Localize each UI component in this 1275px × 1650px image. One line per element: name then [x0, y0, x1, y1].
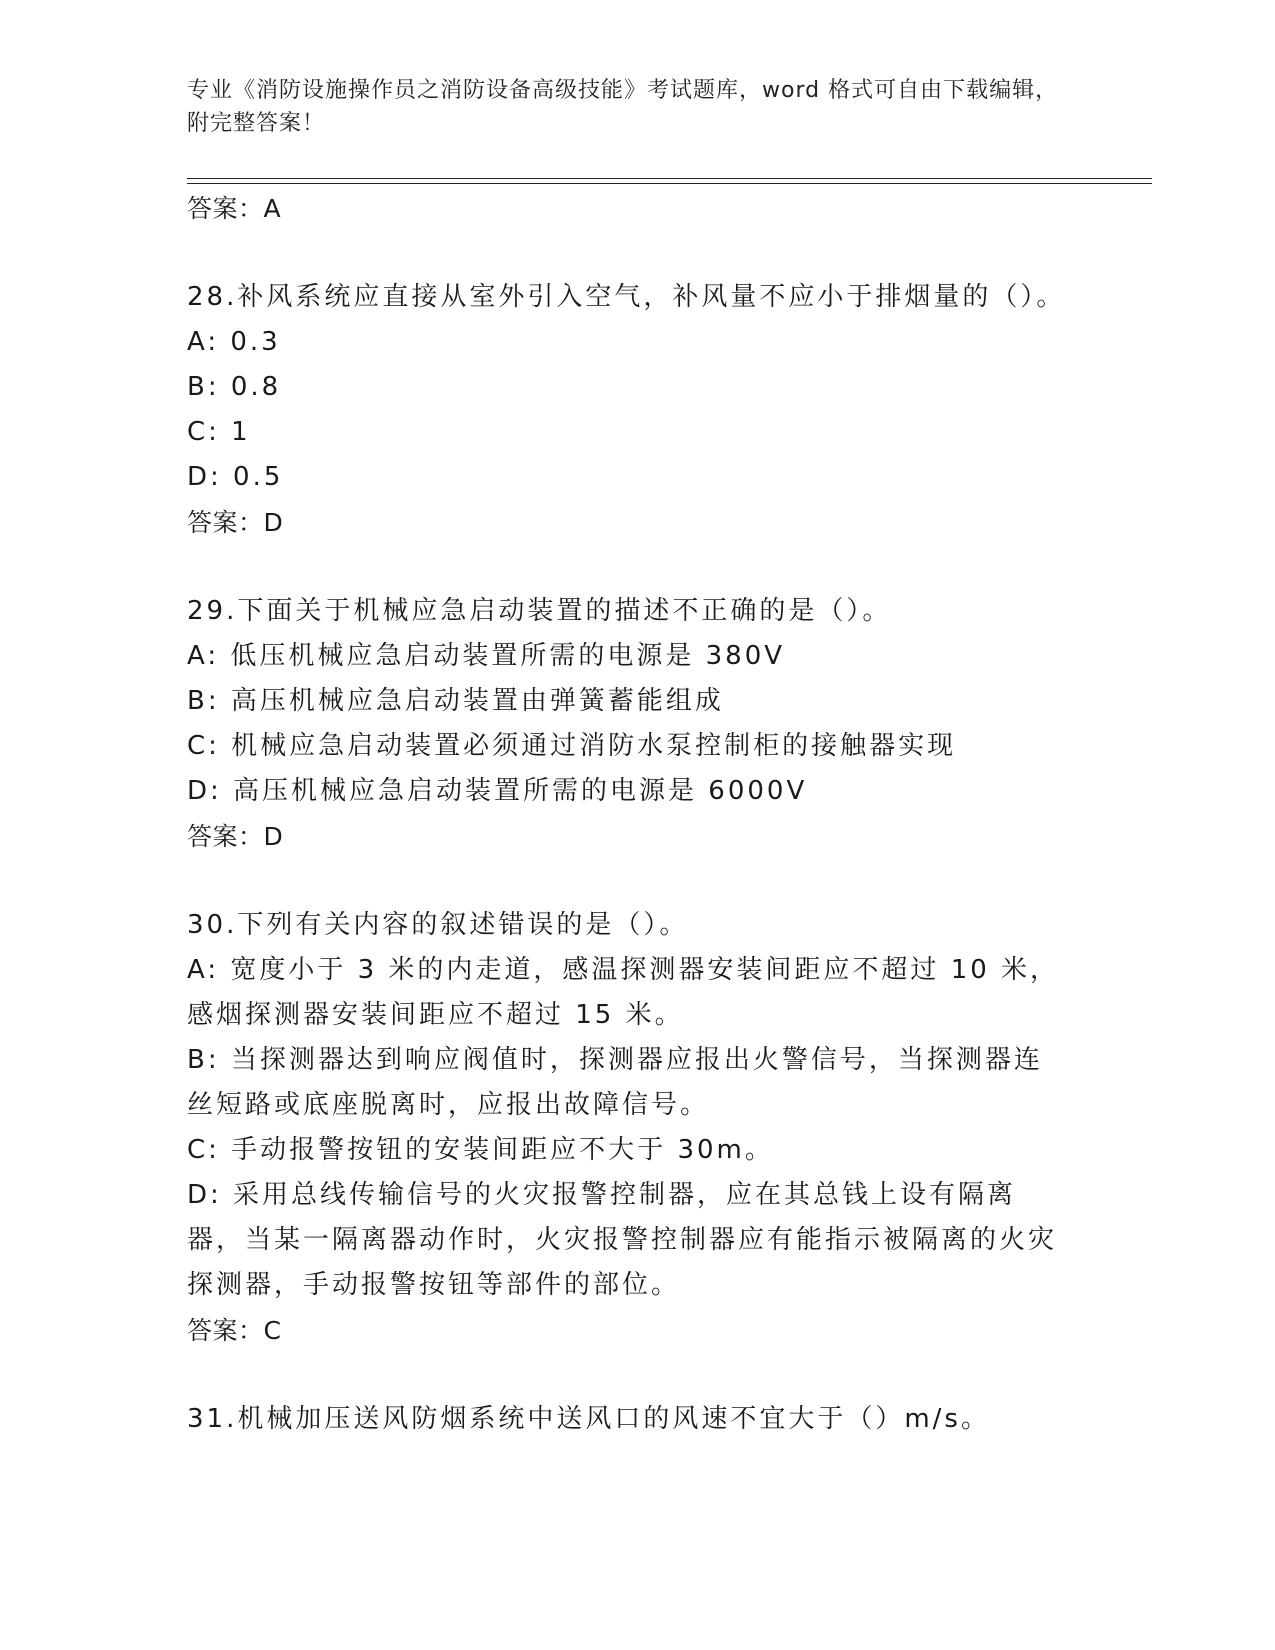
option-c: C: 手动报警按钮的安装间距应不大于 30m。	[187, 1135, 774, 1165]
option-a: A: 低压机械应急启动装置所需的电源是 380V	[187, 641, 786, 671]
question-31	[187, 1397, 1067, 1442]
option-b: B: 当探测器达到响应阀值时，探测器应报出火警信号，当探测器连丝短路或底座脱离时，应报出故障信号。	[187, 1045, 1043, 1120]
answer-line: 答案：D	[187, 508, 284, 537]
question-stem: 29.下面关于机械应急启动装置的描述不正确的是（）。	[187, 596, 892, 626]
question-stem: 30.下列有关内容的叙述错误的是（）。	[187, 910, 689, 940]
question-28	[187, 275, 1067, 545]
header-rule-bottom	[187, 183, 1152, 184]
option-c: C: 1	[187, 417, 251, 447]
option-c: C: 机械应急启动装置必须通过消防水泵控制柜的接触器实现	[187, 731, 957, 761]
question-30	[187, 903, 1067, 1353]
question-29	[187, 589, 1067, 859]
option-b: B: 高压机械应急启动装置由弹簧蓄能组成	[187, 686, 724, 716]
question-stem: 28.补风系统应直接从室外引入空气，补风量不应小于排烟量的（）。	[187, 282, 1066, 312]
question-stem: 31.机械加压送风防烟系统中送风口的风速不宜大于（）m/s。	[187, 1404, 990, 1434]
document-header: 专业《消防设施操作员之消防设备高级技能》考试题库，word 格式可自由下载编辑，附完整答案！	[187, 78, 1059, 136]
option-b: B: 0.8	[187, 372, 282, 402]
option-a: A: 宽度小于 3 米的内走道，感温探测器安装间距应不超过 10 米，感烟探测器安装间距应不超过 15 米。	[187, 955, 1060, 1030]
answer-line: 答案：D	[187, 822, 284, 851]
option-d: D: 0.5	[187, 462, 284, 492]
option-d: D: 采用总线传输信号的火灾报警控制器，应在其总钱上设有隔离器，当某一隔离器动作时，火灾报警控制器应有能指示被隔离的火灾探测器，手动报警按钮等部件的部位。	[187, 1180, 1058, 1300]
question-list	[187, 186, 1067, 1442]
answer-line: 答案：C	[187, 1316, 282, 1345]
header-rule-top	[187, 178, 1152, 179]
answer-line: 答案：A	[187, 194, 282, 223]
option-a: A: 0.3	[187, 327, 281, 357]
option-d: D: 高压机械应急启动装置所需的电源是 6000V	[187, 776, 808, 806]
